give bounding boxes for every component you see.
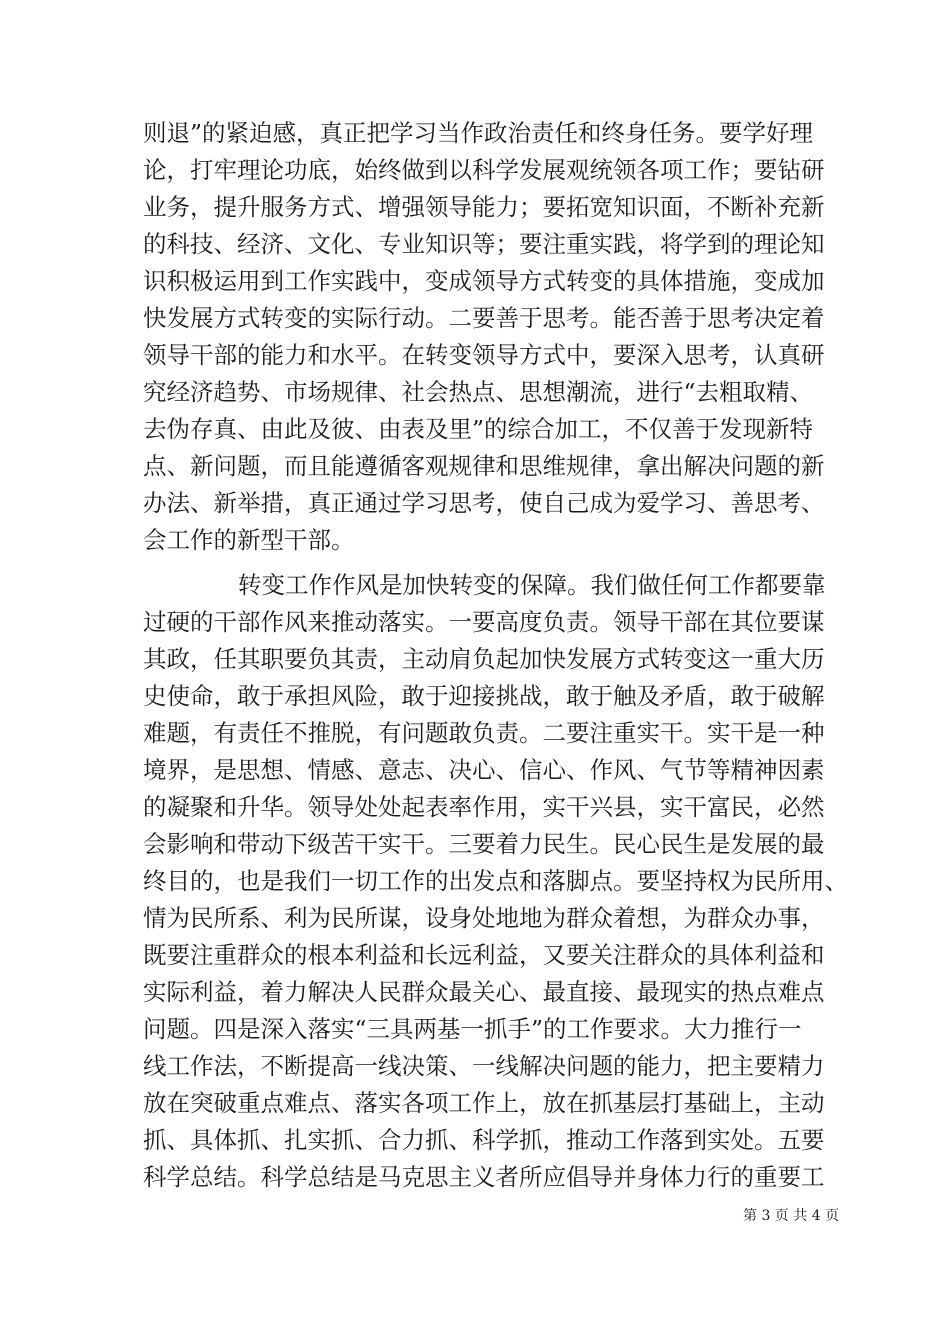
text-line: 会影响和带动下级苦干实干。三要着力民生。民心民生是发展的最 — [143, 830, 825, 858]
text-line: 论，打牢理论功底，始终做到以科学发展观统领各项工作；要钻研 — [143, 156, 825, 184]
text-line: 问题。四是深入落实“三具两基一抓手”的工作要求。大力推行一 — [143, 1015, 802, 1043]
text-line: 的科技、经济、文化、专业知识等；要注重实践，将学到的理论知 — [143, 230, 825, 258]
text-line: 放在突破重点难点、落实各项工作上，放在抓基层打基础上，主动 — [143, 1089, 825, 1117]
text-line: 情为民所系、利为民所谋，设身处地地为群众着想，为群众办事， — [143, 904, 825, 932]
text-line: 点、新问题，而且能遵循客观规律和思维规律，拿出解决问题的新 — [143, 452, 825, 480]
text-line: 科学总结。科学总结是马克思主义者所应倡导并身体力行的重要工 — [143, 1163, 825, 1191]
text-line: 业务，提升服务方式、增强领导能力；要拓宽知识面，不断补充新 — [143, 193, 825, 221]
text-line: 领导干部的能力和水平。在转变领导方式中，要深入思考，认真研 — [143, 341, 825, 369]
paragraph-first-line: 转变工作作风是加快转变的保障。我们做任何工作都要靠 — [238, 571, 826, 599]
text-line: 办法、新举措，真正通过学习思考，使自己成为爱学习、善思考、 — [143, 489, 825, 517]
text-line: 过硬的干部作风来推动落实。一要高度负责。领导干部在其位要谋 — [143, 608, 825, 636]
text-line: 的凝聚和升华。领导处处起表率作用，实干兴县，实干富民，必然 — [143, 793, 825, 821]
text-line: 去伪存真、由此及彼、由表及里”的综合加工，不仅善于发现新特 — [143, 415, 814, 443]
text-line: 会工作的新型干部。 — [143, 526, 355, 554]
text-line: 难题，有责任不推脱，有问题敢负责。二要注重实干。实干是一种 — [143, 719, 825, 747]
text-line: 终目的，也是我们一切工作的出发点和落脚点。要坚持权为民所用、 — [143, 867, 848, 895]
text-line: 线工作法，不断提高一线决策、一线解决问题的能力，把主要精力 — [143, 1052, 825, 1080]
text-line: 实际利益，着力解决人民群众最关心、最直接、最现实的热点难点 — [143, 978, 825, 1006]
text-line: 境界，是思想、情感、意志、决心、信心、作风、气节等精神因素 — [143, 756, 825, 784]
text-line: 抓、具体抓、扎实抓、合力抓、科学抓，推动工作落到实处。五要 — [143, 1126, 825, 1154]
text-line: 既要注重群众的根本利益和长远利益，又要关注群众的具体利益和 — [143, 941, 825, 969]
text-line: 其政，任其职要负其责，主动肩负起加快发展方式转变这一重大历 — [143, 645, 825, 673]
text-line: 史使命，敢于承担风险，敢于迎接挑战，敢于触及矛盾，敢于破解 — [143, 682, 825, 710]
text-line: 则退”的紧迫感，真正把学习当作政治责任和终身任务。要学好理 — [143, 119, 814, 147]
text-line: 究经济趋势、市场规律、社会热点、思想潮流，进行“去粗取精、 — [143, 378, 814, 406]
text-line: 快发展方式转变的实际行动。二要善于思考。能否善于思考决定着 — [143, 304, 825, 332]
page-number-footer: 第 3 页 共 4 页 — [743, 1208, 840, 1224]
text-line: 识积极运用到工作实践中，变成领导方式转变的具体措施，变成加 — [143, 267, 825, 295]
